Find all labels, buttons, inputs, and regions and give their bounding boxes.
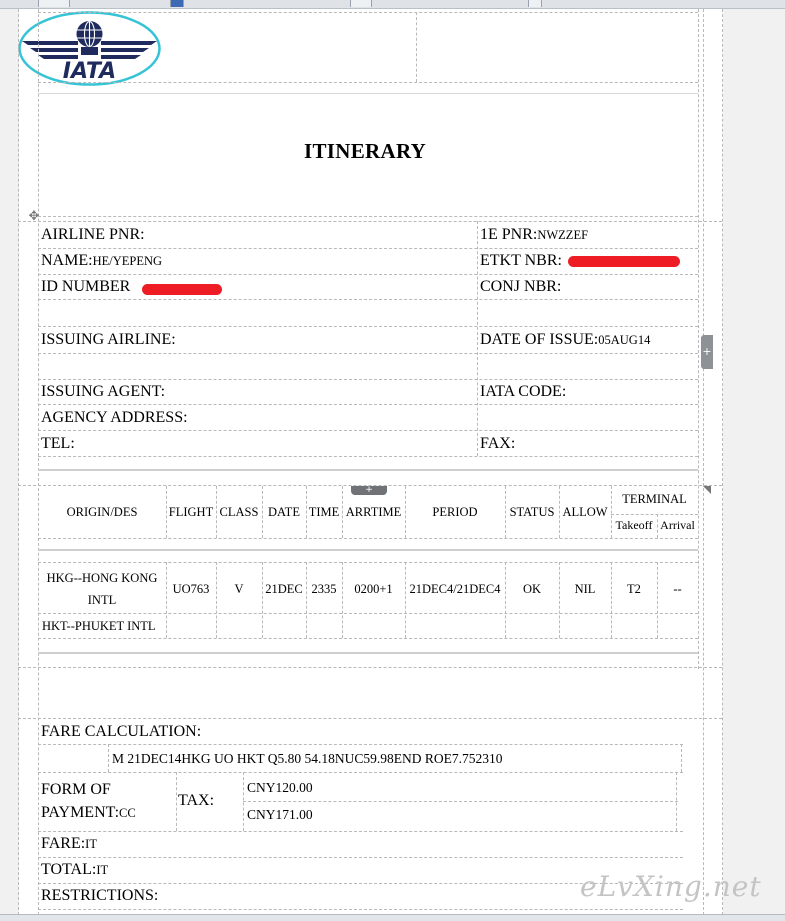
- grid-line: [38, 744, 683, 745]
- toolbar-tab-active[interactable]: [170, 0, 184, 7]
- tax-value-1: CNY120.00: [247, 780, 313, 795]
- grid-line: [38, 562, 698, 563]
- grid-line: [38, 9, 39, 915]
- pnr-1e-label: 1E PNR:: [480, 226, 538, 243]
- cell-period: 21DEC4/21DEC4: [409, 582, 501, 596]
- form-of-payment-line-1: FORM OF: [41, 781, 111, 798]
- fax-label: FAX:: [480, 435, 516, 452]
- grid-line: [166, 562, 167, 638]
- grid-line: [38, 857, 683, 858]
- page-title: ITINERARY: [304, 139, 427, 163]
- origin-line-1: HKG--HONG KONG: [46, 571, 158, 585]
- form-of-payment-value: CC: [119, 806, 136, 820]
- header-origin: ORIGIN/DES: [66, 505, 138, 519]
- header-flight: FLIGHT: [168, 505, 214, 519]
- header-status: STATUS: [509, 505, 555, 519]
- pnr-1e-value: NWZZEF: [537, 228, 589, 242]
- header-date: DATE: [268, 505, 300, 519]
- name-value: HE/YEPENG: [92, 254, 163, 268]
- total-label: TOTAL:: [41, 861, 97, 878]
- grid-line: [38, 274, 698, 275]
- grid-line: [38, 12, 698, 13]
- grid-line: [216, 562, 217, 638]
- cell-flight: UO763: [172, 582, 210, 596]
- tel-label: TEL:: [41, 435, 75, 452]
- grid-line: [698, 9, 699, 669]
- etkt-label: ETKT NBR:: [480, 252, 562, 269]
- total-field: [41, 862, 108, 878]
- grid-line: [38, 638, 698, 639]
- total-value: IT: [96, 863, 109, 877]
- header-arrtime: ARRTIME: [345, 505, 402, 519]
- fare-field: [41, 836, 97, 852]
- grid-line: [38, 216, 698, 217]
- table-move-icon[interactable]: ✥: [28, 208, 40, 223]
- destination: HKT--PHUKET INTL: [42, 619, 156, 633]
- name-label: NAME:: [41, 252, 93, 269]
- grid-line: [416, 12, 417, 82]
- grid-line: [703, 9, 704, 915]
- logo-text: IATA: [62, 59, 117, 84]
- toolbar-tab[interactable]: [350, 0, 372, 7]
- grid-line: [38, 772, 683, 773]
- grid-line: [18, 667, 722, 668]
- header-period: PERIOD: [432, 505, 478, 519]
- grid-line: [38, 909, 683, 910]
- cell-class: V: [234, 582, 244, 596]
- cell-takeoff: T2: [627, 582, 641, 596]
- grid-line: [38, 613, 698, 614]
- header-time: TIME: [308, 505, 340, 519]
- table-resize-handle[interactable]: [703, 486, 711, 494]
- id-number-label: ID NUMBER: [41, 278, 131, 295]
- page-border: [18, 9, 19, 915]
- fare-calc-value: M 21DEC14HKG UO HKT Q5.80 54.18NUC59.98END ROE7.752310: [112, 751, 503, 766]
- form-of-payment-field: [41, 805, 136, 821]
- grid-line: [38, 404, 698, 405]
- origin-line-2: INTL: [87, 593, 117, 607]
- grid-line: [243, 772, 244, 831]
- etkt-redaction: [568, 256, 680, 267]
- grid-line: [38, 652, 698, 654]
- pnr-1e-field: [480, 227, 588, 243]
- header-takeoff: Takeoff: [615, 518, 653, 532]
- grid-line: [38, 456, 698, 457]
- iata-logo: [18, 11, 161, 86]
- grid-line: [38, 326, 698, 327]
- grid-line: [405, 562, 406, 638]
- conj-label: CONJ NBR:: [480, 278, 562, 295]
- header-allow: ALLOW: [562, 505, 608, 519]
- fare-calc-label: FARE CALCULATION:: [41, 723, 202, 740]
- grid-line: [559, 562, 560, 638]
- toolbar-tab[interactable]: [38, 0, 70, 7]
- grid-line: [38, 379, 698, 380]
- grid-line: [176, 772, 177, 831]
- grid-line: [38, 353, 698, 354]
- fare-value: IT: [85, 837, 97, 851]
- restrictions-label: RESTRICTIONS:: [41, 887, 159, 904]
- grid-line: [342, 562, 343, 638]
- cell-status: OK: [522, 582, 542, 596]
- grid-line: [38, 549, 698, 551]
- iata-code-label: IATA CODE:: [480, 383, 567, 400]
- watermark: eLvXing.net: [580, 870, 762, 903]
- tax-value-2: CNY171.00: [247, 807, 313, 822]
- date-of-issue-field: [480, 332, 650, 348]
- grid-line: [243, 801, 678, 802]
- grid-line: [18, 718, 722, 719]
- tax-label: TAX:: [178, 792, 215, 809]
- grid-line: [38, 469, 698, 471]
- issuing-airline-label: ISSUING AIRLINE:: [41, 331, 176, 348]
- header-class: CLASS: [219, 505, 259, 519]
- grid-line: [262, 562, 263, 638]
- grid-line: [38, 831, 683, 832]
- cell-date: 21DEC: [265, 582, 303, 596]
- toolbar-tab[interactable]: [528, 0, 542, 7]
- grid-line: [38, 538, 698, 539]
- issuing-agent-label: ISSUING AGENT:: [41, 383, 166, 400]
- grid-line: [306, 562, 307, 638]
- grid-line: [676, 772, 677, 831]
- form-of-payment-label: PAYMENT:: [41, 804, 120, 821]
- grid-line: [505, 562, 506, 638]
- grid-line: [681, 744, 682, 772]
- date-of-issue-label: DATE OF ISSUE:: [480, 331, 599, 348]
- grid-line: [611, 514, 698, 515]
- cell-arrival: --: [673, 582, 682, 596]
- cell-time: 2335: [311, 582, 337, 596]
- add-row-handle[interactable]: +: [701, 335, 713, 369]
- cell-arrtime: 0200+1: [354, 582, 393, 596]
- header-arrival: Arrival: [660, 518, 695, 532]
- grid-line: [611, 562, 612, 638]
- grid-line: [38, 299, 698, 300]
- grid-line: [38, 248, 698, 249]
- grid-line: [18, 221, 722, 222]
- agency-address-label: AGENCY ADDRESS:: [41, 409, 188, 426]
- id-number-redaction: [142, 284, 222, 295]
- header-terminal: TERMINAL: [622, 492, 687, 506]
- name-field: [41, 253, 162, 269]
- airline-pnr-label: AIRLINE PNR:: [41, 226, 145, 243]
- grid-line: [657, 562, 658, 638]
- grid-line: [722, 9, 723, 915]
- add-column-handle[interactable]: +: [351, 486, 387, 495]
- grid-line: [477, 221, 478, 456]
- grid-line: [38, 93, 698, 94]
- grid-line: [108, 744, 109, 772]
- date-of-issue-value: 05AUG14: [598, 333, 651, 347]
- fare-label: FARE:: [41, 835, 86, 852]
- grid-line: [38, 430, 698, 431]
- window-toolbar-strip: [0, 0, 785, 9]
- cell-allow: NIL: [574, 582, 596, 596]
- grid-line: [38, 82, 698, 83]
